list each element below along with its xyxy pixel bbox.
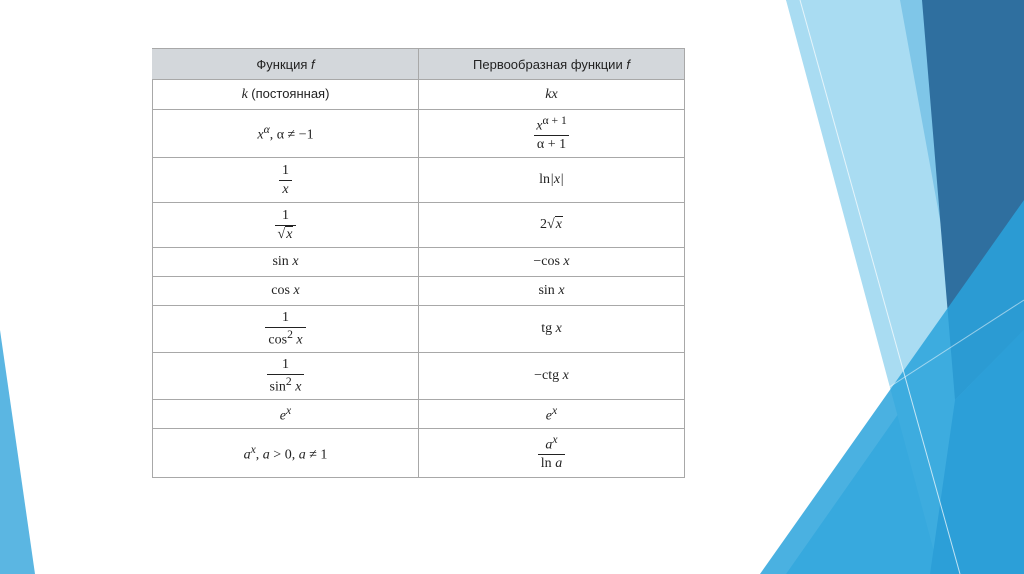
cell-text: 2 (540, 217, 548, 232)
cell-function (153, 277, 419, 306)
cell-text: α + 1 (534, 135, 569, 152)
cell-text: 1 (281, 357, 289, 373)
cell-text: > 0, (269, 447, 299, 463)
cell-text: tg (541, 321, 553, 336)
cell-function (153, 158, 419, 203)
cell-text: x (562, 368, 569, 383)
antiderivative-table (152, 48, 685, 478)
cell-text: sin (272, 254, 289, 269)
cell-text: 1 (282, 208, 289, 224)
cell-text: |x| (549, 172, 564, 187)
cell-text: ln (539, 172, 550, 187)
cell-text: sin (269, 379, 286, 395)
cell-text: a (243, 447, 251, 463)
cell-antiderivative (419, 306, 685, 353)
cell-text: x (292, 254, 299, 269)
fraction (533, 115, 570, 152)
cell-text: x (555, 217, 562, 232)
cell-text: a (298, 447, 306, 463)
cell-text: x (536, 118, 543, 134)
cell-text: , α ≠ −1 (269, 127, 314, 143)
cell-antiderivative (419, 429, 685, 478)
left-accent-shape (0, 330, 35, 574)
cell-text: α (263, 123, 270, 137)
table-row (153, 400, 685, 429)
sqrt-symbol: √x (277, 226, 293, 242)
cell-text: , (255, 447, 263, 463)
cell-function (153, 203, 419, 248)
cell-text: x (558, 283, 565, 298)
header-function (153, 49, 419, 80)
cell-text: x (552, 403, 558, 417)
cell-text: sin (538, 283, 555, 298)
cell-text: x (293, 283, 300, 298)
table-header-row (153, 49, 685, 80)
table-row (153, 277, 685, 306)
cell-text: x (296, 332, 303, 348)
cell-text: a (555, 456, 563, 472)
cell-text: 1 (282, 310, 289, 326)
cell-text: a (262, 447, 270, 463)
cell-text: x (555, 321, 562, 336)
fraction (265, 310, 305, 347)
cell-antiderivative (419, 248, 685, 277)
cell-text: 2 (287, 327, 293, 341)
cell-function (153, 110, 419, 158)
cell-antiderivative (419, 203, 685, 248)
cell-text: kx (545, 86, 558, 102)
cell-function (153, 80, 419, 110)
header-antiderivative-label: Первообразная функции (473, 56, 623, 72)
cell-antiderivative (419, 110, 685, 158)
cell-text: cos (268, 332, 288, 348)
cell-function (153, 400, 419, 429)
fraction (538, 434, 565, 471)
cell-antiderivative (419, 277, 685, 306)
cell-text: −ctg (534, 368, 560, 383)
cell-function (153, 306, 419, 353)
cell-text: x (279, 180, 291, 197)
cell-text: (постоянная) (251, 86, 330, 101)
header-antiderivative (419, 49, 685, 80)
fraction (275, 208, 297, 242)
cell-function (153, 429, 419, 478)
cell-text: k (241, 87, 248, 102)
table-row (153, 80, 685, 110)
header-function-var: f (311, 56, 315, 72)
cell-text: a (545, 437, 553, 453)
cell-text: e (545, 408, 553, 424)
cell-text: x (563, 254, 570, 269)
table-row (153, 306, 685, 353)
sqrt-symbol: √x (547, 217, 562, 232)
cell-text: ln (540, 456, 552, 472)
cell-text: e (279, 408, 287, 424)
cell-antiderivative (419, 80, 685, 110)
cell-text: x (286, 403, 292, 417)
cell-text: x (552, 433, 558, 447)
cell-text: cos (271, 283, 290, 298)
fraction (279, 163, 292, 197)
table-row (153, 248, 685, 277)
cell-text: α + 1 (542, 113, 567, 127)
cell-function (153, 353, 419, 400)
header-antiderivative-var: f (626, 56, 630, 72)
cell-function (153, 248, 419, 277)
table-row (153, 158, 685, 203)
cell-text: ≠ 1 (305, 447, 328, 463)
cell-antiderivative (419, 400, 685, 429)
table-row (153, 353, 685, 400)
cell-antiderivative (419, 353, 685, 400)
table-row (153, 203, 685, 248)
cell-text: 2 (285, 374, 292, 388)
cell-text: 1 (282, 163, 289, 179)
cell-text: −cos (533, 254, 560, 269)
cell-text: x (286, 226, 293, 242)
cell-antiderivative (419, 158, 685, 203)
table-row (153, 429, 685, 478)
table-row (153, 110, 685, 158)
cell-text: x (295, 379, 302, 395)
cell-text: x (250, 442, 256, 456)
cell-text: x (257, 127, 264, 143)
fraction (267, 357, 305, 394)
header-function-label: Функция (256, 56, 308, 72)
